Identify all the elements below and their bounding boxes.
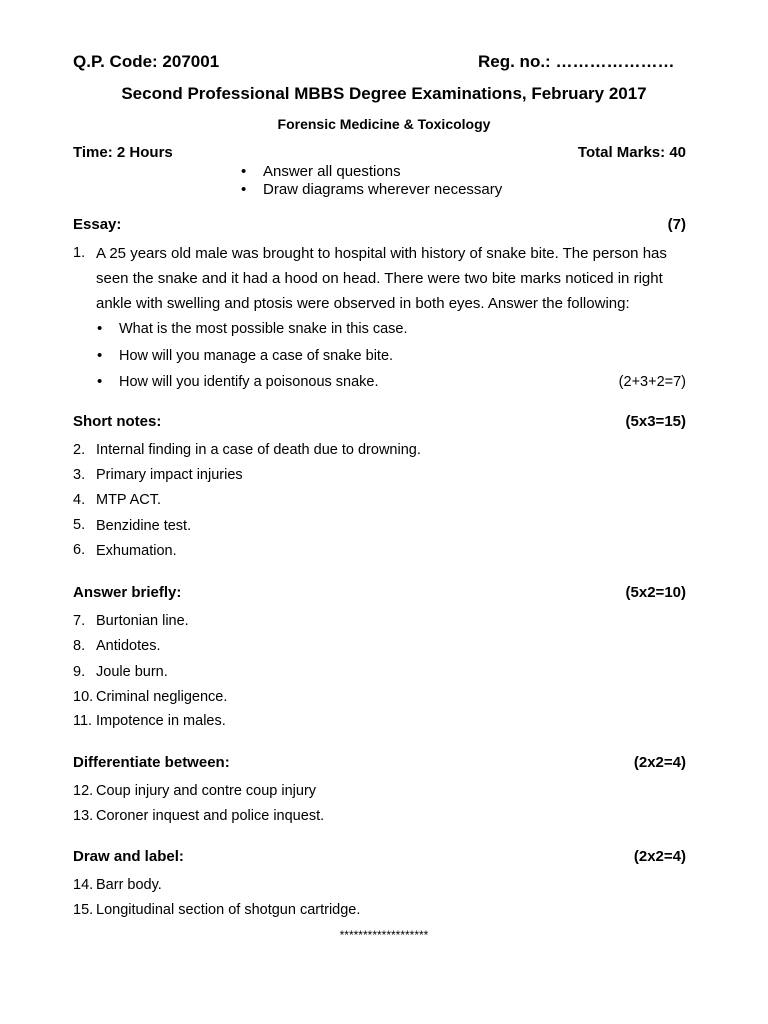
subpoint: How will you manage a case of snake bite. — [119, 348, 394, 364]
section-marks: (7) — [667, 216, 686, 233]
subpoint: How will you identify a poisonous snake. — [119, 374, 379, 390]
bullet-icon: • — [97, 347, 103, 364]
bullet-icon: • — [97, 373, 103, 390]
qp-code: Q.P. Code: 207001 — [73, 52, 220, 71]
subpoint-marks: (2+3+2=7) — [618, 374, 686, 390]
question-text: MTP ACT. — [96, 492, 161, 508]
question-text: Joule burn. — [96, 664, 168, 680]
bullet-icon: • — [241, 163, 247, 180]
question-text-line: seen the snake and it had a hood on head. There were two bite marks noticed in right — [96, 270, 663, 287]
section-heading: Answer briefly: — [73, 584, 182, 601]
section-heading: Draw and label: — [73, 848, 184, 865]
subject-title: Forensic Medicine & Toxicology — [277, 116, 491, 132]
question-number: 8. — [73, 638, 86, 654]
question-text: Primary impact injuries — [96, 467, 243, 483]
question-text: Longitudinal section of shotgun cartridge. — [96, 902, 361, 918]
question-text-line: A 25 years old male was brought to hospital with history of snake bite. The person has — [96, 245, 667, 262]
section-marks: (5x2=10) — [625, 584, 686, 601]
question-text: Benzidine test. — [96, 518, 192, 534]
question-text: Burtonian line. — [96, 613, 189, 629]
time-allowed: Time: 2 Hours — [73, 144, 173, 161]
section-marks: (5x3=15) — [625, 413, 686, 430]
question-number: 14. — [73, 877, 94, 893]
reg-no: Reg. no.: ………………… — [478, 52, 675, 71]
exam-title: Second Professional MBBS Degree Examinations, February 2017 — [121, 84, 647, 103]
question-text-line: ankle with swelling and ptosis were observed in both eyes. Answer the following: — [96, 295, 630, 312]
section-heading: Essay: — [73, 216, 122, 233]
question-number: 4. — [73, 492, 86, 508]
question-text: Coroner inquest and police inquest. — [96, 808, 325, 824]
question-number: 11. — [73, 713, 93, 729]
subpoint: What is the most possible snake in this case. — [119, 321, 408, 337]
question-text: Exhumation. — [96, 543, 177, 559]
question-number: 15. — [73, 902, 94, 918]
question-text: Criminal negligence. — [96, 689, 228, 705]
total-marks: Total Marks: 40 — [577, 144, 686, 161]
question-text: Barr body. — [96, 877, 162, 893]
question-number: 2. — [73, 442, 86, 458]
instruction-item: Answer all questions — [263, 163, 401, 180]
question-number: 13. — [73, 808, 94, 824]
section-marks: (2x2=4) — [633, 754, 686, 771]
end-marker: ******************* — [339, 928, 429, 942]
instruction-item: Draw diagrams wherever necessary — [263, 181, 503, 198]
bullet-icon: • — [241, 181, 247, 198]
question-number: 1. — [73, 245, 86, 261]
question-number: 3. — [73, 467, 86, 483]
question-number: 10. — [73, 689, 94, 705]
question-number: 7. — [73, 613, 86, 629]
section-marks: (2x2=4) — [633, 848, 686, 865]
question-text: Antidotes. — [96, 638, 161, 654]
question-number: 5. — [73, 517, 86, 533]
question-number: 6. — [73, 542, 86, 558]
section-heading: Short notes: — [73, 413, 162, 430]
question-text: Coup injury and contre coup injury — [96, 783, 317, 799]
bullet-icon: • — [97, 320, 103, 337]
section-heading: Differentiate between: — [73, 754, 230, 771]
question-number: 12. — [73, 783, 94, 799]
question-text: Internal finding in a case of death due to drowning. — [96, 442, 421, 458]
question-text: Impotence in males. — [96, 713, 226, 729]
question-number: 9. — [73, 664, 86, 680]
